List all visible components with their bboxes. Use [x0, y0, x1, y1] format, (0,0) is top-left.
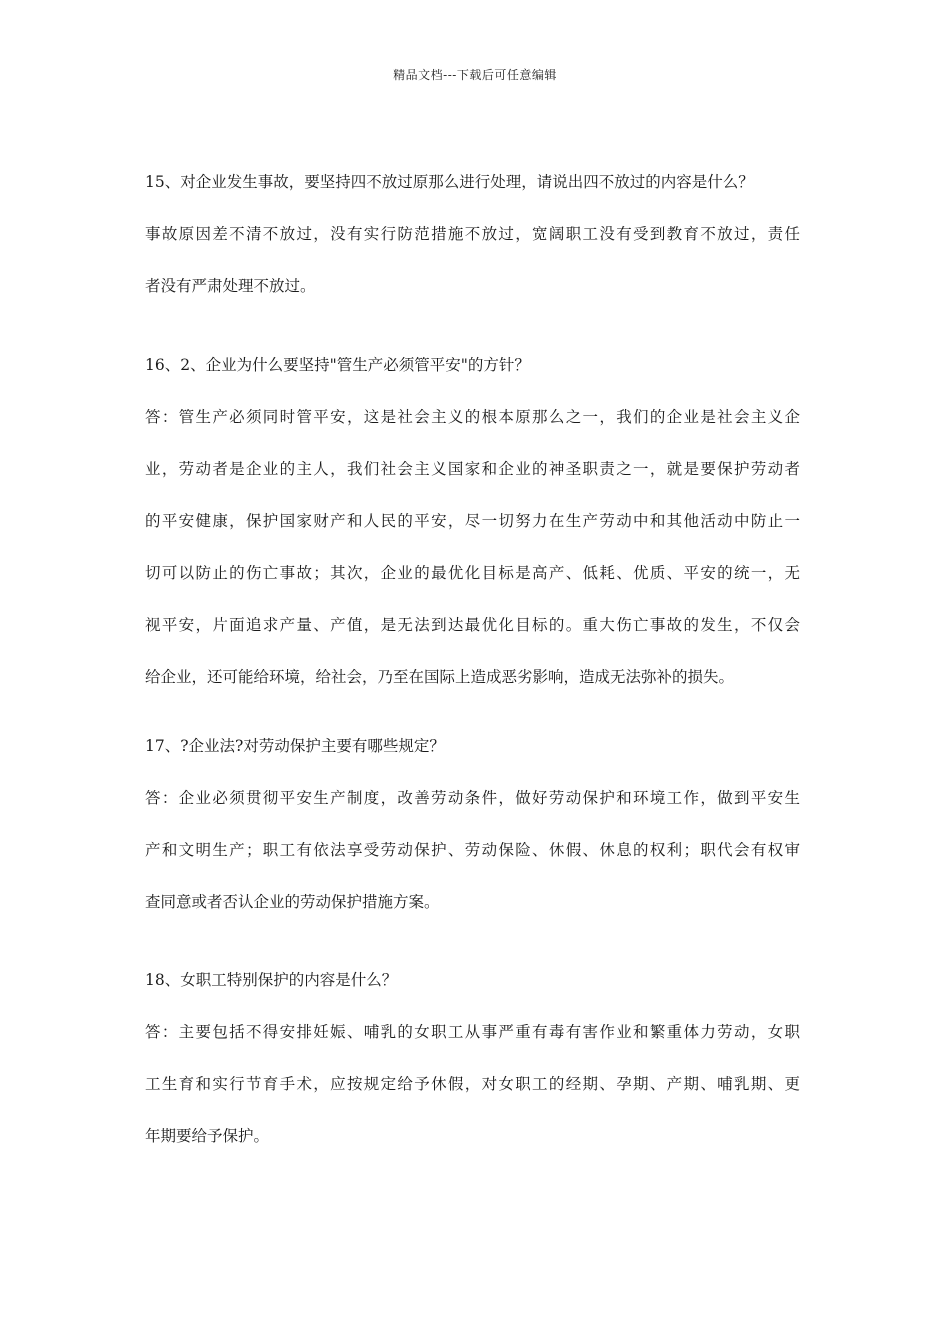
answer-line: 切可以防止的伤亡事故；其次，企业的最优化目标是高产、低耗、优质、平安的统一，无 — [145, 564, 800, 582]
qa-item-17 — [145, 736, 800, 912]
answer-line: 答：管生产必须同时管平安，这是社会主义的根本原那么之一，我们的企业是社会主义企 — [145, 408, 800, 426]
answer-line: 年期要给予保护。 — [145, 1127, 270, 1145]
answer-line: 答：企业必须贯彻平安生产制度，改善劳动条件，做好劳动保护和环境工作，做到平安生 — [145, 789, 800, 807]
answer-line: 视平安，片面追求产量、产值，是无法到达最优化目标的。重大伤亡事故的发生，不仅会 — [145, 616, 800, 634]
qa-item-15 — [145, 172, 800, 296]
answer-line: 事故原因差不清不放过，没有实行防范措施不放过，宽阔职工没有受到教育不放过，责任 — [145, 225, 800, 243]
question-text: 16、2、企业为什么要坚持"管生产必须管平安"的方针？ — [145, 356, 530, 374]
question-text: 18、女职工特别保护的内容是什么？ — [145, 971, 398, 989]
answer-line: 给企业，还可能给环境，给社会，乃至在国际上造成恶劣影响，造成无法弥补的损失。 — [145, 668, 735, 686]
answer-line: 工生育和实行节育手术，应按规定给予休假，对女职工的经期、孕期、产期、哺乳期、更 — [145, 1075, 800, 1093]
answer-line: 的平安健康，保护国家财产和人民的平安，尽一切努力在生产劳动中和其他活动中防止一 — [145, 512, 800, 530]
answer-line: 者没有严肃处理不放过。 — [145, 277, 316, 295]
answer-line: 查同意或者否认企业的劳动保护措施方案。 — [145, 893, 440, 911]
qa-item-18 — [145, 970, 800, 1146]
answer-line: 业，劳动者是企业的主人，我们社会主义国家和企业的神圣职责之一，就是要保护劳动者 — [145, 460, 800, 478]
question-text: 15、对企业发生事故，要坚持四不放过原那么进行处理，请说出四不放过的内容是什么？ — [145, 173, 754, 191]
question-text: 17、?企业法?对劳动保护主要有哪些规定？ — [145, 737, 445, 755]
qa-item-16 — [145, 355, 800, 687]
page-header: 精品文档---下载后可任意编辑 — [393, 68, 557, 82]
answer-line: 产和文明生产；职工有依法享受劳动保护、劳动保险、休假、休息的权利；职代会有权审 — [145, 841, 800, 859]
answer-line: 答：主要包括不得安排妊娠、哺乳的女职工从事严重有毒有害作业和繁重体力劳动，女职 — [145, 1023, 800, 1041]
